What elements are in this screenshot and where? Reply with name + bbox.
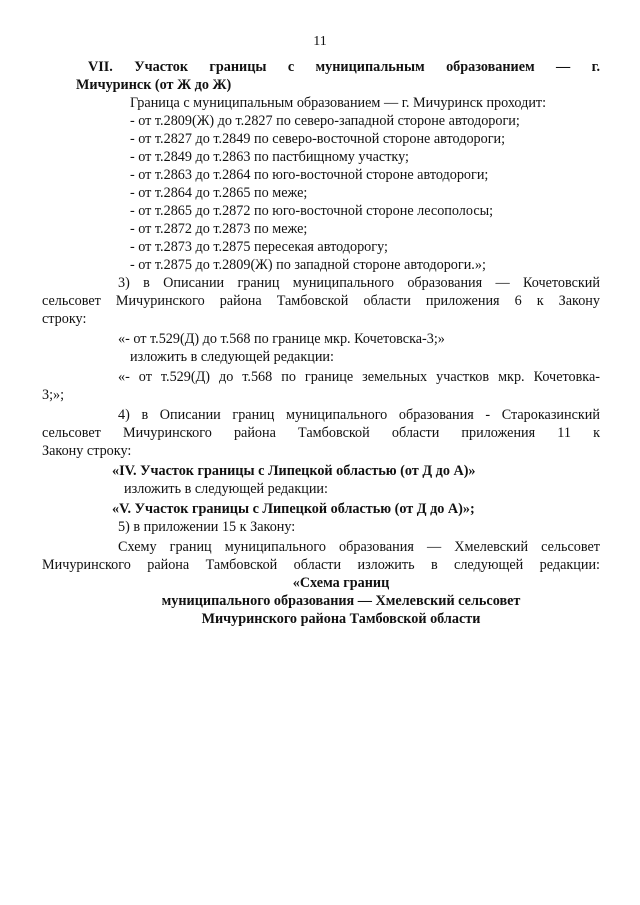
point-5 <box>42 518 600 628</box>
list-item: - от т.2864 до т.2865 по меже; <box>130 185 308 201</box>
point-4-old-text: «IV. Участок границы с Липецкой областью (от Д до А)» <box>112 463 476 479</box>
point-3 <box>42 274 600 404</box>
point-3-new-line-1: «- от т.529(Д) до т.568 по границе земельных участков мкр. Кочетовка- <box>118 369 600 385</box>
list-item: - от т.2809(Ж) до т.2827 по северо-западной стороне автодороги; <box>130 113 520 129</box>
list-item: - от т.2863 до т.2864 по юго-восточной стороне автодороги; <box>130 167 489 183</box>
scheme-title-line-2: муниципального образования — Хмелевский сельсовет <box>161 593 521 609</box>
document-body <box>42 58 600 628</box>
point-5-line-3: Мичуринского района Тамбовской области изложить в следующей редакции: <box>42 557 600 573</box>
list-item: - от т.2865 до т.2872 по юго-восточной стороне лесополосы; <box>130 203 494 219</box>
point-4-replace: изложить в следующей редакции: <box>124 481 328 497</box>
point-3-replace: изложить в следующей редакции: <box>130 349 334 365</box>
section-vii <box>76 58 600 274</box>
point-4-line-3: Закону строку: <box>42 443 132 459</box>
point-4 <box>42 406 600 518</box>
point-5-line-1: 5) в приложении 15 к Закону: <box>118 519 296 535</box>
point-3-old-text: «- от т.529(Д) до т.568 по границе мкр. Кочетовска-3;» <box>118 331 445 347</box>
section-intro: Граница с муниципальным образованием — г. Мичуринск проходит: <box>130 95 547 111</box>
page-number: 11 <box>313 34 327 49</box>
list-item: - от т.2873 до т.2875 пересекая автодорогу; <box>130 239 388 255</box>
point-3-new-line-2: 3;»; <box>42 387 65 403</box>
point-3-line-1: 3) в Описании границ муниципального образования — Кочетовский <box>118 275 600 291</box>
list-item: - от т.2827 до т.2849 по северо-восточной стороне автодороги; <box>130 131 506 147</box>
point-4-new-text: «V. Участок границы с Липецкой областью (от Д до А)»; <box>112 501 475 517</box>
scheme-title-line-1: «Схема границ <box>292 575 390 591</box>
scheme-title-line-3: Мичуринского района Тамбовской области <box>201 611 481 627</box>
point-4-line-2: сельсовет Мичуринского района Тамбовской области приложения 11 к <box>42 425 600 441</box>
point-5-line-2: Схему границ муниципального образования — Хмелевский сельсовет <box>118 539 600 555</box>
list-item: - от т.2849 до т.2863 по пастбищному участку; <box>130 149 409 165</box>
point-3-line-2: сельсовет Мичуринского района Тамбовской области приложения 6 к Закону <box>42 293 600 309</box>
list-item: - от т.2875 до т.2809(Ж) по западной стороне автодороги.»; <box>130 257 486 273</box>
list-item: - от т.2872 до т.2873 по меже; <box>130 221 308 237</box>
section-heading-line-2: Мичуринск (от Ж до Ж) <box>76 77 232 93</box>
point-3-line-3: строку: <box>42 311 87 327</box>
point-4-line-1: 4) в Описании границ муниципального образования - Староказинский <box>118 407 600 423</box>
section-heading-line-1: VII. Участок границы с муниципальным образованием — г. <box>88 59 600 75</box>
